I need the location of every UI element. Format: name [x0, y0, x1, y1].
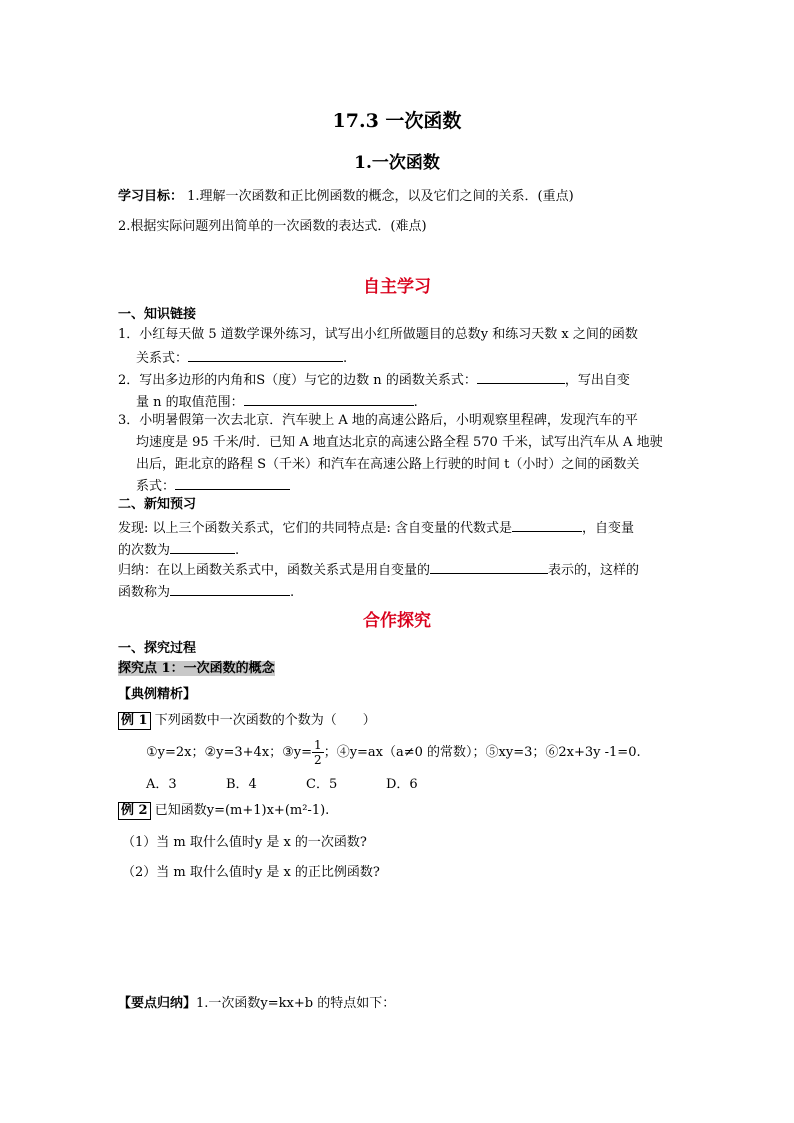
- discovery-line-1: [118, 518, 634, 538]
- question-3-line-3: 出后，距北京的路程 S（千米）和汽车在高速公路上行驶的时间 t（小时）之间的函数关: [136, 457, 640, 472]
- section-heading-cooperative: 合作探究: [363, 611, 431, 631]
- question-1-line-2: 关系式： .: [136, 348, 347, 368]
- summary-tail: 表示的，这样的: [548, 563, 640, 578]
- answer-blank[interactable]: [170, 540, 235, 554]
- example-2-tag: 例 2: [118, 802, 151, 820]
- option-c[interactable]: C．5: [306, 777, 338, 792]
- function-name-prompt: 函数称为: [118, 585, 171, 600]
- objective-item-2: 2.根据实际问题列出简单的一次函数的表达式．(难点): [118, 219, 427, 234]
- question-2-range-prompt: 量 n 的取值范围：: [136, 395, 244, 410]
- functions-part-b: ；④y=ax（a≠0 的常数）；⑤xy=3；⑥2x+3y -1=0.: [323, 745, 641, 760]
- functions-part-a: ①y=2x；②y=3+4x；③y=: [146, 745, 313, 760]
- part-title-knowledge-link: 一、知识链接: [118, 307, 197, 322]
- example-1-question: 下列函数中一次函数的个数为（ ）: [154, 713, 376, 728]
- key-points-text: 1.一次函数y=kx+b 的特点如下：: [196, 996, 396, 1011]
- exploration-point-label: 探究点 1：一次函数的概念: [118, 661, 275, 676]
- part-title-preview: 二、新知预习: [118, 497, 197, 512]
- answer-blank[interactable]: [512, 518, 582, 532]
- example-2-part-2: （2）当 m 取什么值时y 是 x 的正比例函数?: [122, 865, 380, 880]
- section-heading-self-study: 自主学习: [363, 277, 431, 297]
- option-b[interactable]: B．4: [226, 777, 257, 792]
- answer-blank[interactable]: [170, 582, 290, 596]
- degree-prompt: 的次数为: [118, 543, 171, 558]
- fraction-denominator: 2: [314, 753, 322, 767]
- fraction-one-half: [312, 738, 324, 767]
- discovery-line-2: 的次数为 .: [118, 540, 239, 560]
- answer-blank[interactable]: [188, 348, 343, 362]
- question-2-line-2: 量 n 的取值范围： .: [136, 392, 418, 412]
- answer-blank[interactable]: [175, 476, 290, 490]
- part-title-exploration: 一、探究过程: [118, 641, 197, 656]
- option-a[interactable]: A．3: [146, 777, 177, 792]
- example-2-part-1: （1）当 m 取什么值时y 是 x 的一次函数?: [122, 835, 367, 850]
- summary-line-2: 函数称为 .: [118, 582, 294, 602]
- question-1-prompt: 关系式：: [136, 351, 189, 366]
- example-1-tag: 例 1: [118, 712, 151, 730]
- question-3-prompt: 系式：: [136, 479, 176, 494]
- discovery-prompt: 发现: 以上三个函数关系式，它们的共同特点是: 含自变量的代数式是: [118, 521, 513, 536]
- page-title: 17.3 一次函数: [332, 110, 462, 132]
- example-1-functions: [146, 738, 641, 767]
- objective-item-1: 1.理解一次函数和正比例函数的概念，以及它们之间的关系．(重点): [187, 189, 574, 204]
- example-analysis-tag: 【典例精析】: [118, 687, 197, 702]
- key-points-tag: 【要点归纳】: [118, 996, 197, 1011]
- example-2-question: 已知函数y=(m+1)x+(m²-1).: [154, 803, 330, 818]
- example-1-options: [146, 776, 466, 794]
- question-3-line-4: [136, 476, 290, 496]
- answer-blank[interactable]: [430, 560, 548, 574]
- option-d[interactable]: D．6: [386, 777, 418, 792]
- page-subtitle: 1.一次函数: [354, 153, 440, 173]
- exploration-point-1: [118, 660, 275, 678]
- question-1-line-1: 1．小红每天做 5 道数学课外练习，试写出小红所做题目的总数y 和练习天数 x 之间的函数: [118, 327, 638, 342]
- example-1-line: [118, 712, 376, 730]
- answer-blank[interactable]: [244, 392, 414, 406]
- question-2-tail: ，写出自变: [564, 373, 630, 388]
- answer-blank[interactable]: [477, 370, 565, 384]
- objective-label: 学习目标：: [118, 189, 184, 204]
- example-2-line: [118, 802, 329, 820]
- objective-line-1: [118, 188, 574, 206]
- question-3-line-1: 3．小明暑假第一次去北京．汽车驶上 A 地的高速公路后，小明观察里程碑，发现汽车的平: [118, 413, 638, 428]
- question-2-line-1: [118, 370, 630, 390]
- fraction-numerator: 1: [314, 738, 322, 752]
- summary-line-1: [118, 560, 639, 580]
- summary-prompt: 归纳：在以上函数关系式中，函数关系式是用自变量的: [118, 563, 431, 578]
- discovery-tail: ，自变量: [582, 521, 635, 536]
- question-3-line-2: 均速度是 95 千米/时．已知 A 地直达北京的高速公路全程 570 千米，试写出汽车从 A 地驶: [136, 435, 663, 450]
- question-2-prompt: 2．写出多边形的内角和S（度）与它的边数 n 的函数关系式：: [118, 373, 477, 388]
- key-points-line: [118, 995, 395, 1013]
